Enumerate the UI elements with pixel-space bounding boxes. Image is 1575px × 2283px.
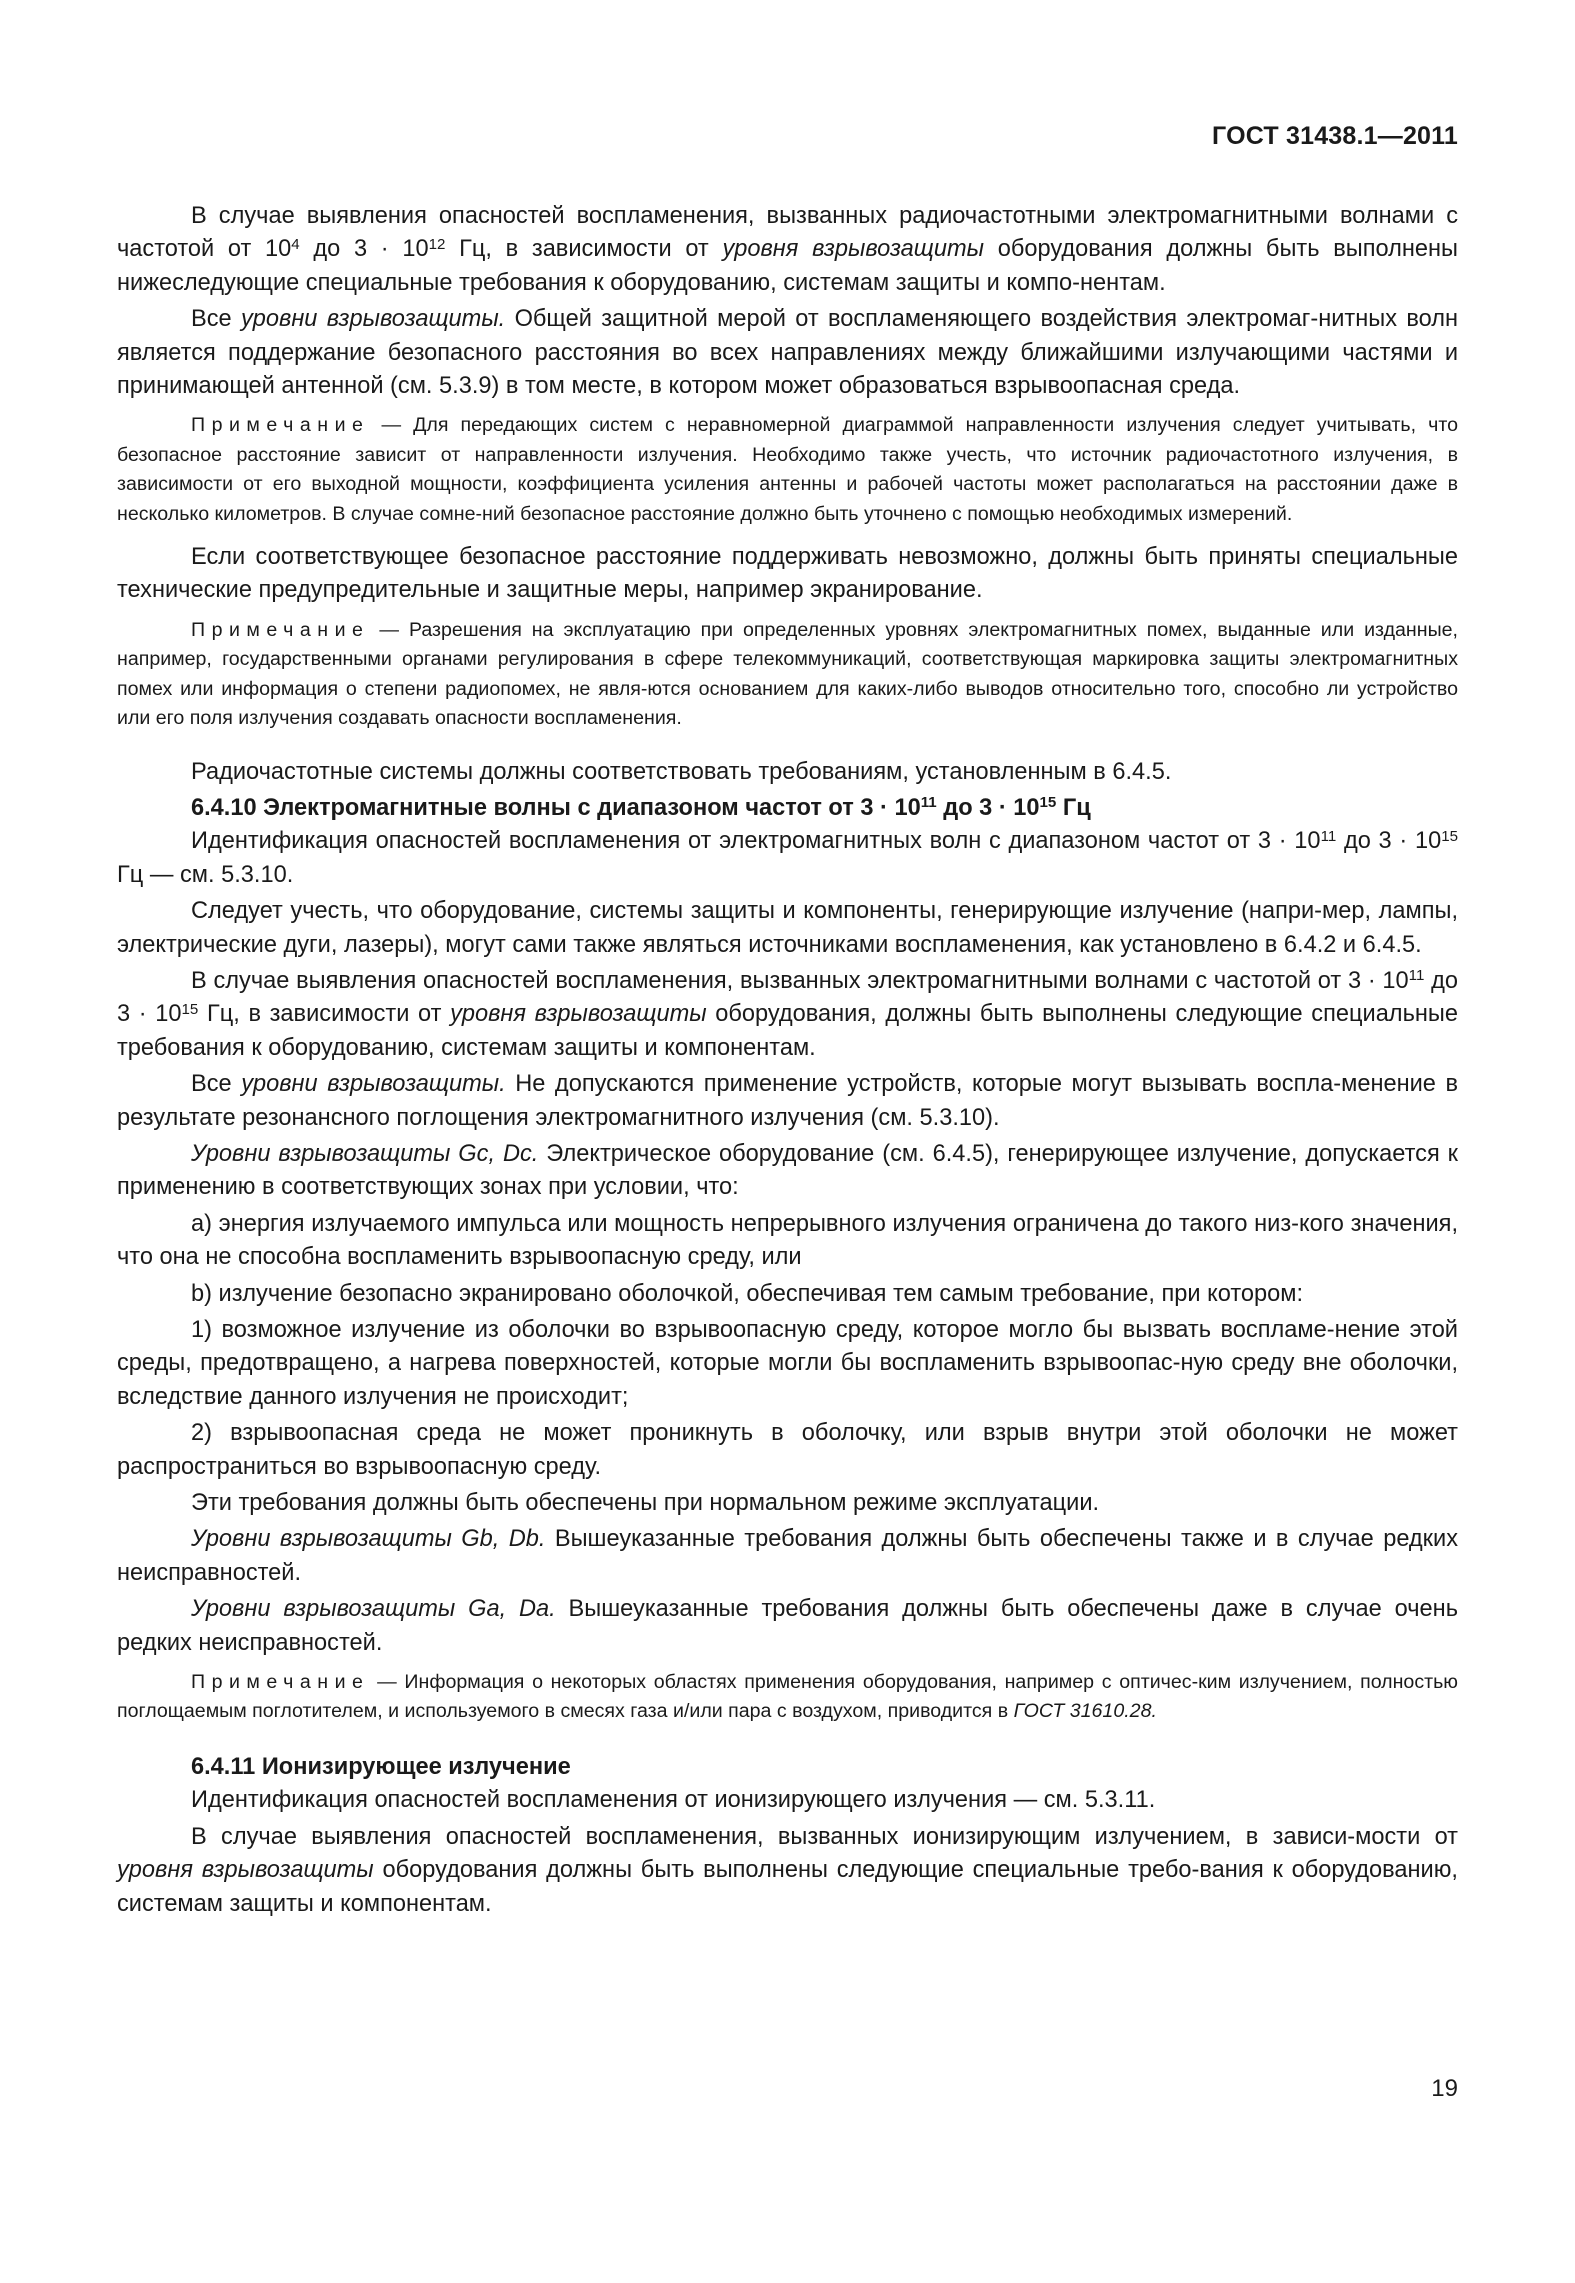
- section-heading: 6.4.11 Ионизирующее излучение: [191, 1753, 571, 1780]
- italic-term: уровни взрывозащиты.: [240, 306, 506, 333]
- paragraph: [117, 1068, 1458, 1135]
- section-heading: [117, 792, 1458, 825]
- text-run: Все: [191, 306, 241, 333]
- italic-term: Уровни взрывозащиты Ga, Da.: [191, 1596, 556, 1623]
- text-run: Электрическое оборудование (см. 6.4.5), генерирующее излучение, допускается к применению в соответствующих зонах при условии, что:: [117, 1140, 1458, 1201]
- paragraph: [117, 1523, 1458, 1590]
- text-run: В случае выявления опасностей воспламенения, вызванных электромагнитными волнами с частотой от 3 · 10: [191, 967, 1409, 994]
- italic-term: Уровни взрывозащиты Gc, Dc.: [191, 1140, 539, 1167]
- superscript: 11: [1408, 967, 1425, 985]
- paragraph: [117, 303, 1458, 403]
- italic-term: уровня взрывозащиты: [450, 1001, 707, 1028]
- text-run: до 3 · 10: [299, 236, 429, 263]
- text-run: Все: [191, 1071, 242, 1098]
- note-label: Примечание: [191, 414, 370, 437]
- paragraph: Следует учесть, что оборудование, системы защиты и компоненты, генерирующие излучение (напри-мер, лампы, электрические дуги, лазеры), могут сами также являться источниками воспламенения, как установлено в 6.4.2 и 6.4.5.: [117, 898, 1458, 958]
- paragraph: [117, 1138, 1458, 1205]
- note-text: — Информация о некоторых областях применения оборудования, например с оптичес-ким излучением, полностью поглощаемым поглотителем, и используемого в смесях газа и/или пара с воздухом, приводится в: [117, 1671, 1458, 1723]
- note-label: Примечание: [191, 618, 370, 641]
- superscript: 4: [291, 235, 300, 253]
- text-run: 6.4.10 Электромагнитные волны с диапазоном частот от 3 · 10: [191, 794, 921, 821]
- list-item: 2) взрывоопасная среда не может проникнуть в оболочку, или взрыв внутри этой оболочки не может распространиться во взрывоопасную среду.: [117, 1420, 1458, 1480]
- note-text: — Для передающих систем с неравномерной диаграммой направленности излучения следует учитывать, что безопасное расстояние зависит от направленности излучения. Необходимо также учесть, что источник радиочастотного излучения, в зависимости от его выходной мощности, коэффициента усиления антенны и рабочей частоты может располагаться на расстоянии даже в несколько километров. В случае сомне-ний безопасное расстояние должно быть уточнено с помощью необходимых измерений.: [117, 414, 1458, 525]
- italic-term: уровня взрывозащиты: [117, 1857, 374, 1884]
- text-run: до 3 · 10: [936, 794, 1040, 821]
- italic-term: Уровни взрывозащиты Gb, Db.: [191, 1526, 546, 1553]
- text-run: Вышеуказанные требования должны быть обеспечены даже в случае очень редких неисправностей.: [117, 1596, 1458, 1656]
- text-run: Общей защитной мерой от воспламеняющего воздействия электромаг-нитных волн является поддержание безопасного расстояния во всех направлениях между ближайшими излучающими частями и принимающей антенной (см. 5.3.9) в том месте, в котором может образоваться взрывоопасная среда.: [117, 306, 1458, 400]
- text-run: оборудования должны быть выполнены нижеследующие специальные требования к оборудованию, системам защиты и компо-нентам.: [117, 236, 1458, 296]
- note: [117, 1668, 1458, 1727]
- paragraph: [117, 825, 1458, 892]
- note-label: Примечание: [191, 1671, 370, 1694]
- paragraph: [117, 200, 1458, 300]
- italic-term: уровни взрывозащиты.: [241, 1071, 506, 1098]
- superscript: 11: [1320, 827, 1337, 845]
- paragraph: [117, 965, 1458, 1065]
- italic-reference: ГОСТ 31610.28.: [1013, 1700, 1157, 1723]
- superscript: 15: [1441, 827, 1458, 845]
- note: [117, 616, 1458, 734]
- paragraph: [117, 1593, 1458, 1660]
- document-code-header: ГОСТ 31438.1—2011: [1212, 122, 1458, 150]
- text-run: оборудования, должны быть выполнены следующие специальные требования к оборудованию, системам защиты и компонентам.: [117, 1001, 1458, 1061]
- superscript: 15: [1039, 794, 1057, 812]
- list-item: a) энергия излучаемого импульса или мощность непрерывного излучения ограничена до такого низ-кого значения, что она не способна воспламенить взрывоопасную среду, или: [117, 1210, 1458, 1271]
- text-run: Вышеуказанные требования должны быть обеспечены также и в случае редких неисправностей.: [117, 1526, 1458, 1586]
- paragraph: Эти требования должны быть обеспечены при нормальном режиме эксплуатации.: [191, 1490, 1100, 1517]
- superscript: 12: [428, 235, 446, 253]
- page-number: 19: [1431, 2075, 1458, 2102]
- paragraph: Идентификация опасностей воспламенения от ионизирующего излучения — см. 5.3.11.: [191, 1787, 1156, 1814]
- text-run: Гц, в зависимости от: [445, 236, 723, 263]
- text-run: Не допускаются применение устройств, которые могут вызывать воспла-менение в результате резонансного поглощения электромагнитного излучения (см. 5.3.10).: [117, 1071, 1459, 1131]
- paragraph: Радиочастотные системы должны соответствовать требованиям, установленным в 6.4.5.: [191, 758, 1172, 785]
- superscript: 11: [920, 794, 937, 812]
- text-run: Гц — см. 5.3.10.: [117, 861, 294, 888]
- text-run: Гц, в зависимости от: [198, 1001, 451, 1028]
- text-run: Идентификация опасностей воспламенения от электромагнитных волн с диапазоном частот от 3 · 10: [191, 828, 1321, 855]
- superscript: 15: [181, 1000, 199, 1018]
- text-run: Гц: [1056, 794, 1091, 821]
- text-run: В случае выявления опасностей воспламенения, вызванных ионизирующим излучением, в зависи-мости от: [191, 1823, 1458, 1850]
- paragraph: [117, 1821, 1458, 1921]
- italic-term: уровня взрывозащиты: [722, 236, 985, 263]
- text-run: до 3 · 10: [1336, 828, 1442, 855]
- document-body: [117, 200, 1458, 1924]
- note-text: — Разрешения на эксплуатацию при определенных уровнях электромагнитных помех, выданные или изданные, например, государственными органами регулирования в сфере телекоммуникаций, соответствующая маркировка защиты электромагнитных помех или информация о степени радиопомех, не явля-ются основанием для каких-либо выводов относительно того, способно ли устройство или его поля излучения создавать опасности воспламенения.: [117, 618, 1458, 730]
- note: [117, 411, 1458, 529]
- list-item: b) излучение безопасно экранировано оболочкой, обеспечивая тем самым требование, при котором:: [191, 1280, 1304, 1307]
- list-item: 1) возможное излучение из оболочки во взрывоопасную среду, которое могло бы вызвать воспламе-нение этой среды, предотвращено, а нагрева поверхностей, которые могли бы воспламенить взрывоопас-ную среду вне оболочки, вследствие данного излучения не происходит;: [117, 1317, 1458, 1410]
- text-run: В случае выявления опасностей воспламенения, вызванных радиочастотными электромагнитными волнами с частотой от 10: [117, 203, 1458, 263]
- text-run: до 3 · 10: [117, 967, 1458, 1028]
- paragraph: Если соответствующее безопасное расстояние поддерживать невозможно, должны быть приняты специальные технические предупредительные и защитные меры, например экранирование.: [117, 544, 1458, 604]
- text-run: оборудования должны быть выполнены следующие специальные требо-вания к оборудованию, системам защиты и компонентам.: [117, 1857, 1458, 1917]
